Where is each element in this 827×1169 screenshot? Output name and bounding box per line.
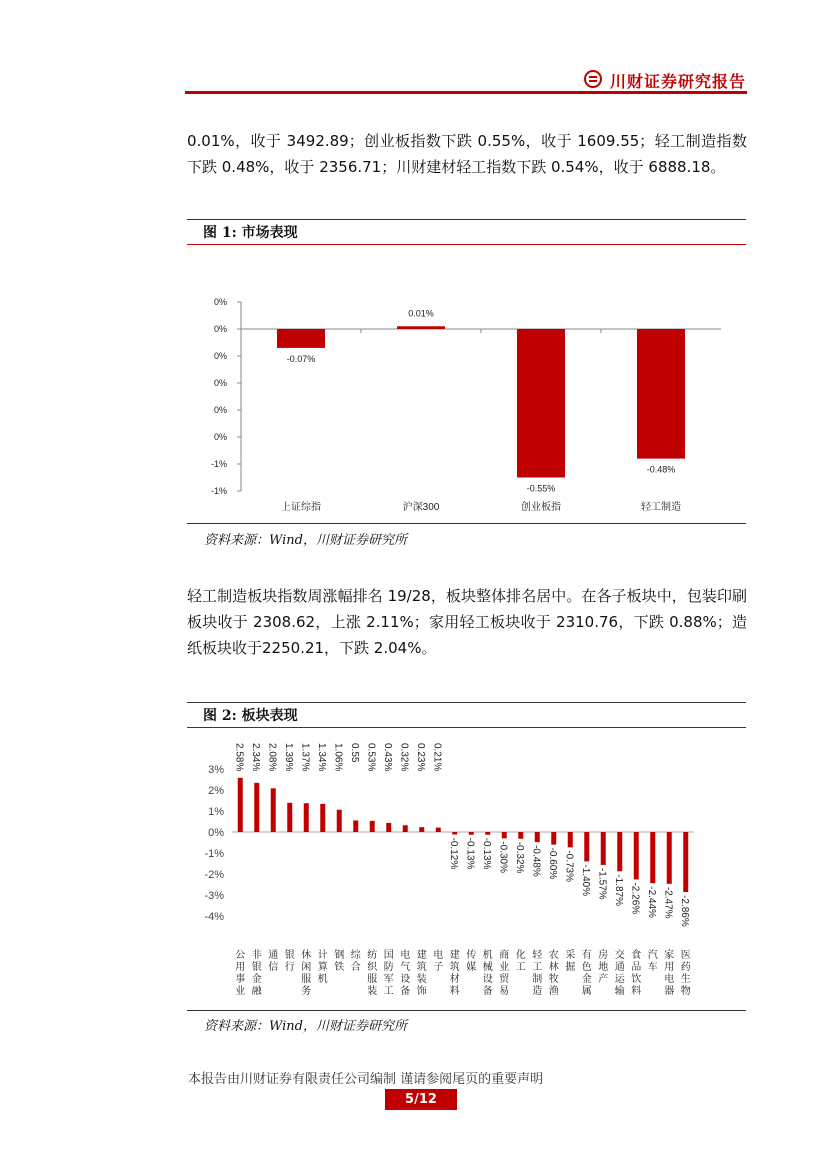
bar-data-label: 1.06% <box>332 743 344 772</box>
bar <box>683 832 688 892</box>
x-tick-label: 钢铁 <box>334 950 345 973</box>
bar <box>502 832 507 838</box>
bar-data-label: -0.13% <box>464 837 476 870</box>
bar-data-label: 1.39% <box>282 743 294 772</box>
bar <box>277 329 325 348</box>
bar-data-label: -0.48% <box>530 845 542 877</box>
bar-data-label: -0.13% <box>480 837 492 870</box>
x-tick-label: 电子 <box>433 950 444 973</box>
y-tick-label: -4% <box>204 911 224 923</box>
x-tick-label: 公用事业 <box>235 950 246 997</box>
market-performance-chart <box>187 290 746 520</box>
brand-logo-icon <box>584 70 602 88</box>
y-tick-label: 0% <box>213 297 227 307</box>
bar <box>436 828 441 832</box>
bar-data-label: -2.47% <box>662 886 674 919</box>
bar <box>637 329 685 459</box>
x-tick-label: 机械设备 <box>482 950 493 997</box>
x-tick-label: 非银金融 <box>251 950 262 997</box>
y-tick-label: 2% <box>208 785 224 797</box>
bar-data-label: 0.53% <box>365 743 377 772</box>
bar <box>353 820 358 832</box>
x-tick-label: 商业贸易 <box>499 950 510 997</box>
y-tick-label: 0% <box>213 351 227 361</box>
y-tick-label: 0% <box>208 827 224 839</box>
footer-disclaimer: 本报告由川财证券有限责任公司编制 谨请参阅尾页的重要声明 <box>188 1072 544 1087</box>
y-tick-label: -2% <box>204 869 224 881</box>
figure-2-title-bar <box>187 702 746 728</box>
x-tick-label: 汽车 <box>647 950 658 973</box>
bar <box>601 832 606 865</box>
bar <box>386 823 391 832</box>
bar-data-label: 2.34% <box>249 743 261 772</box>
x-tick-label: 房地产 <box>598 950 609 985</box>
figure-1-bottom-rule <box>187 523 746 524</box>
bar <box>287 803 292 832</box>
bar-data-label: -1.87% <box>612 874 624 906</box>
figure-2-title: 图 2: 板块表现 <box>203 708 298 724</box>
bar <box>634 832 639 879</box>
x-tick-label: 国防军工 <box>383 950 394 997</box>
bar-data-label: 0.23% <box>414 743 426 772</box>
bar <box>254 783 259 832</box>
figure-2-source: 资料来源：Wind，川财证券研究所 <box>204 1019 407 1034</box>
bar-data-label: 2.08% <box>266 743 278 772</box>
bar <box>517 329 565 478</box>
x-tick-label: 纺织服装 <box>367 950 378 997</box>
bar <box>419 827 424 832</box>
x-tick-label: 传媒 <box>466 950 477 973</box>
bar <box>304 803 309 832</box>
y-tick-label: 3% <box>208 764 224 776</box>
bar-data-label: 0.01% <box>408 308 434 319</box>
x-tick-label: 计算机 <box>317 950 328 985</box>
x-tick-label: 化工 <box>515 950 526 973</box>
y-tick-label: 0% <box>213 432 227 442</box>
bar-data-label: -0.07% <box>286 353 316 364</box>
x-tick-label: 电气设备 <box>400 950 411 997</box>
x-tick-label: 家用电器 <box>664 950 675 997</box>
x-tick-label: 沪深300 <box>402 502 440 513</box>
bar <box>397 326 445 329</box>
bar <box>568 832 573 847</box>
bar-data-label: -2.26% <box>629 882 641 915</box>
bar-data-label: -1.57% <box>596 867 608 900</box>
bar <box>518 832 523 839</box>
y-tick-label: -1% <box>210 459 227 469</box>
bar-data-label: -0.55% <box>526 483 556 494</box>
y-tick-label: -1% <box>210 486 227 496</box>
x-tick-label: 交通运输 <box>614 950 625 997</box>
bar-data-label: -1.40% <box>579 864 591 897</box>
bar <box>337 810 342 832</box>
x-tick-label: 采掘 <box>565 950 576 973</box>
body-paragraph-1: 0.01%，收于 3492.89；创业板指数下跌 0.55%，收于 1609.55；轻工制造指数下跌 0.48%，收于 2356.71；川财建材轻工指数下跌 0.54%，收于 6888.18。 <box>187 132 747 176</box>
bar <box>320 804 325 832</box>
x-tick-label: 建筑装饰 <box>416 950 427 997</box>
bar <box>469 832 474 835</box>
x-tick-label: 农林牧渔 <box>548 950 559 997</box>
y-tick-label: 0% <box>213 405 227 415</box>
x-tick-label: 休闲服务 <box>301 950 312 997</box>
x-tick-label: 建筑材料 <box>449 950 460 997</box>
bar <box>551 832 556 845</box>
x-tick-label: 食品饮料 <box>631 950 642 997</box>
x-tick-label: 通信 <box>268 950 279 973</box>
y-tick-label: 1% <box>208 806 224 818</box>
bar-data-label: 1.34% <box>315 743 327 772</box>
figure-1-title: 图 1: 市场表现 <box>203 225 298 241</box>
x-tick-label: 上证综指 <box>281 502 321 513</box>
figure-2-bottom-rule <box>187 1010 746 1011</box>
bar-data-label: 0.32% <box>398 743 410 772</box>
body-paragraph-2: 轻工制造板块指数周涨幅排名 19/28，板块整体排名居中。在各子板块中，包装印刷板块收于 2308.62，上涨 2.11%；家用轻工板块收于 2310.76，下跌 0.88%；造纸板块收于2250.21，下跌 2.04%。 <box>187 587 747 657</box>
bar-data-label: -2.86% <box>678 895 690 927</box>
y-tick-label: 0% <box>213 378 227 388</box>
bar-data-label: -2.44% <box>645 886 657 918</box>
x-tick-label: 轻工制造 <box>641 502 681 513</box>
bar <box>271 788 276 832</box>
bar-data-label: 0.55 <box>348 743 360 763</box>
bar <box>485 832 490 835</box>
bar-data-label: -0.32% <box>513 841 525 874</box>
y-tick-label: 0% <box>213 324 227 334</box>
x-tick-label: 银行 <box>284 950 295 973</box>
bar <box>535 832 540 842</box>
bar <box>667 832 672 884</box>
bar-data-label: 1.37% <box>299 743 311 772</box>
x-tick-label: 综合 <box>350 950 361 973</box>
bar-data-label: 0.43% <box>381 743 393 772</box>
bar-data-label: 2.58% <box>233 743 245 772</box>
bar <box>238 778 243 832</box>
bar-data-label: -0.60% <box>546 847 558 880</box>
sector-performance-chart <box>187 740 746 1008</box>
bar <box>617 832 622 871</box>
bar <box>452 832 457 835</box>
bar-data-label: -0.73% <box>563 850 575 883</box>
x-tick-label: 创业板指 <box>521 502 561 513</box>
bar-data-label: -0.12% <box>447 837 459 870</box>
bar <box>650 832 655 883</box>
figure-1-source: 资料来源：Wind，川财证券研究所 <box>204 533 407 548</box>
x-tick-label: 有色金属 <box>581 950 592 997</box>
x-tick-label: 轻工制造 <box>532 950 543 997</box>
header-divider <box>185 91 747 94</box>
x-tick-label: 医药生物 <box>680 950 691 997</box>
y-tick-label: -1% <box>204 848 224 860</box>
y-tick-label: -3% <box>204 890 224 902</box>
figure-1-title-bar <box>187 219 746 245</box>
page-number: 5/12 <box>385 1089 457 1110</box>
bar-data-label: -0.30% <box>497 841 509 873</box>
bar <box>584 832 589 861</box>
bar-data-label: 0.21% <box>431 743 443 772</box>
bar-data-label: -0.48% <box>646 464 676 475</box>
bar <box>403 825 408 832</box>
bar <box>370 821 375 832</box>
report-header-title: 川财证券研究报告 <box>610 72 747 91</box>
